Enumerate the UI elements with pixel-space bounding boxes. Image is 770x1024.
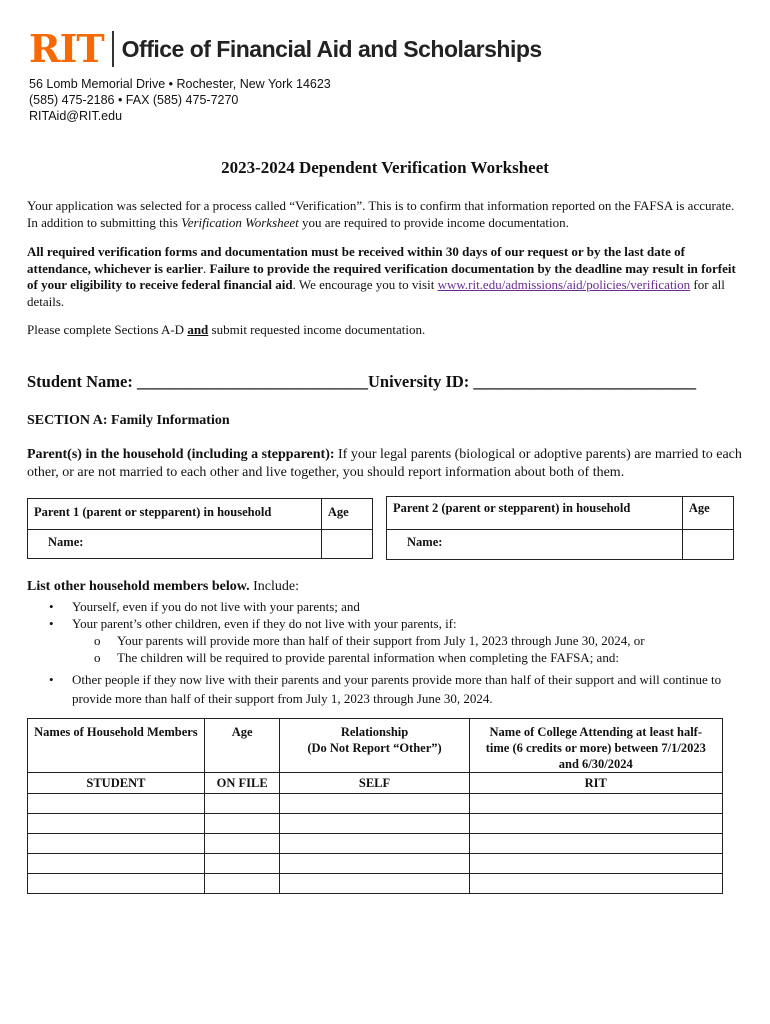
intro-text-end: you are required to provide income documentation.: [298, 214, 569, 230]
parent2-age-field[interactable]: [682, 530, 733, 560]
instructions-paragraph: [27, 322, 743, 339]
instructions-text: Please complete Sections A-D: [27, 322, 188, 337]
parent1-name-field[interactable]: Name:: [28, 530, 322, 559]
parent1-age-header: Age: [321, 499, 372, 530]
household-table: [27, 718, 723, 894]
college-cell[interactable]: [469, 814, 722, 834]
age-cell[interactable]: [204, 854, 280, 874]
col-header-names: Names of Household Members: [28, 719, 205, 773]
name-cell[interactable]: [28, 834, 205, 854]
col-header-college: Name of College Attending at least half-time (6 credits or more) between 7/1/2023 and 6/30/2024: [469, 719, 722, 773]
age-cell[interactable]: [204, 814, 280, 834]
household-lead-bold: List other household members below.: [27, 579, 250, 594]
household-bullet-list: [27, 598, 743, 708]
table-row: [28, 773, 723, 794]
deadline-bold: All required verification forms and documentation must be received within 30 days of our request or by the last date of attendance, whichever is earlier: [27, 244, 685, 276]
email-line: RITAid@RIT.edu: [29, 109, 123, 123]
parent2-table: [386, 496, 734, 560]
parent2-name-field[interactable]: Name:: [387, 530, 683, 560]
parents-text: If your legal parents (biological or adoptive parents) are married to each other, or are not married to each other and live together, you should report information about both of them.: [27, 447, 742, 480]
college-cell[interactable]: [469, 854, 722, 874]
household-lead-rest: Include:: [249, 579, 299, 594]
bullet-text: Other people if they now live with their parents and your parents provide more than half of their support and will continue to provide more than half of their support from July 1, 2023 through June 30, 2024.: [72, 672, 722, 706]
table-row: [28, 834, 723, 854]
bullet-icon: •: [49, 672, 54, 687]
parent1-age-field[interactable]: [321, 530, 372, 559]
name-cell[interactable]: [28, 874, 205, 894]
bullet-text: Yourself, even if you do not live with your parents; and: [72, 599, 360, 614]
list-item: [72, 632, 743, 649]
relationship-cell[interactable]: [280, 874, 469, 894]
bullet-icon: •: [49, 616, 54, 631]
relationship-cell[interactable]: [280, 854, 469, 874]
address-line: 56 Lomb Memorial Drive • Rochester, New York 14623: [29, 77, 331, 91]
intro-paragraph: [27, 198, 743, 231]
list-item: [27, 615, 743, 666]
section-a-title: SECTION A: Family Information: [27, 413, 230, 428]
rit-logo: RIT: [29, 26, 104, 71]
age-cell[interactable]: [204, 834, 280, 854]
sub-bullet-text: Your parents will provide more than half of their support from July 1, 2023 through June 30, 2024, or: [117, 633, 645, 648]
intro-italic: Verification Worksheet: [181, 214, 299, 230]
college-cell[interactable]: [469, 794, 722, 814]
table-row: [28, 814, 723, 834]
bullet-icon: •: [49, 599, 54, 614]
name-cell[interactable]: [28, 794, 205, 814]
phone-line: (585) 475-2186 • FAX (585) 475-7270: [29, 93, 239, 107]
parents-paragraph: [27, 446, 743, 482]
student-name-id-line[interactable]: Student Name: ____________________________University ID: ___________________________: [27, 372, 697, 391]
address-block: [29, 76, 331, 124]
parents-bold: Parent(s) in the household (including a stepparent):: [27, 447, 335, 462]
table-row: [28, 794, 723, 814]
intro-text: Your application was selected for a process called “Verification”. This is to confirm that information reported on the FAFSA is accurate. In addition to submitting this: [27, 198, 735, 230]
age-cell[interactable]: [204, 874, 280, 894]
circle-bullet-icon: o: [94, 650, 101, 665]
table-row: [28, 874, 723, 894]
parent2-header: Parent 2 (parent or stepparent) in household: [387, 497, 683, 530]
list-item: [27, 598, 743, 615]
bullet-text: Your parent’s other children, even if they do not live with your parents, if:: [72, 616, 457, 631]
cell-student: STUDENT: [28, 773, 205, 794]
list-item: [72, 649, 743, 666]
sub-bullet-text: The children will be required to provide parental information when completing the FAFSA; and:: [117, 650, 619, 665]
page-title: 2023-2024 Dependent Verification Worksheet: [221, 158, 549, 177]
cell-on-file: ON FILE: [204, 773, 280, 794]
college-cell[interactable]: [469, 834, 722, 854]
cell-rit: RIT: [469, 773, 722, 794]
letterhead: [29, 26, 542, 71]
relationship-cell[interactable]: [280, 834, 469, 854]
instructions-and: and: [187, 322, 209, 337]
parent2-age-header: Age: [682, 497, 733, 530]
col-header-relationship: [280, 719, 469, 773]
name-cell[interactable]: [28, 814, 205, 834]
circle-bullet-icon: o: [94, 633, 101, 648]
forfeit-bold: Failure to provide the required verification documentation by the deadline may result in forfeit of your eligibility to receive federal financial aid: [27, 260, 736, 292]
relationship-cell[interactable]: [280, 814, 469, 834]
instructions-end: submit requested income documentation.: [208, 322, 426, 337]
parent1-header: Parent 1 (parent or stepparent) in household: [28, 499, 322, 530]
relationship-label: Relationship: [340, 725, 409, 739]
name-cell[interactable]: [28, 854, 205, 874]
cell-self: SELF: [280, 773, 469, 794]
relationship-cell[interactable]: [280, 794, 469, 814]
college-cell[interactable]: [469, 874, 722, 894]
parent1-table: [27, 498, 373, 559]
office-name: Office of Financial Aid and Scholarships: [121, 35, 542, 62]
household-list-heading: [27, 579, 299, 595]
deadline-end: for all details.: [27, 277, 725, 309]
list-item: [27, 670, 743, 708]
sub-bullet-list: [72, 632, 743, 666]
verification-link[interactable]: www.rit.edu/admissions/aid/policies/verification: [437, 277, 691, 292]
deadline-paragraph: [27, 244, 743, 310]
table-row: [28, 854, 723, 874]
col-header-age: Age: [204, 719, 280, 773]
relationship-note: (Do Not Report “Other”): [307, 741, 442, 755]
logo-divider: [112, 31, 114, 67]
deadline-dot: .: [202, 260, 210, 276]
deadline-text: . We encourage you to visit: [292, 277, 438, 292]
age-cell[interactable]: [204, 794, 280, 814]
